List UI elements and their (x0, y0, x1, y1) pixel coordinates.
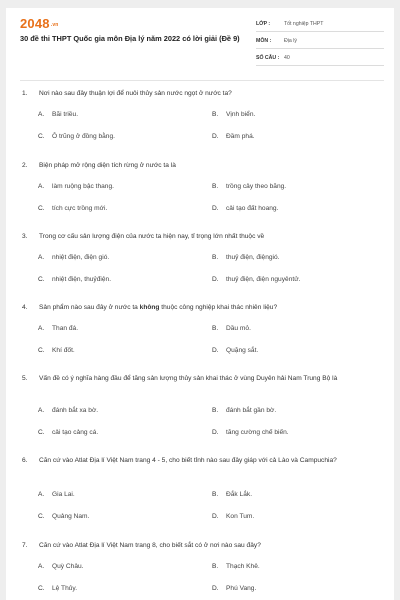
question-body: Căn cứ vào Atlat Địa lí Việt Nam trang 4 - 5, cho biết tỉnh nào sau đây giáp với cả Lào và Campuchia? (39, 457, 337, 464)
option-letter: D. (212, 347, 219, 354)
option-letter: B. (212, 183, 219, 190)
option-b[interactable] (212, 183, 286, 190)
option-letter: C. (38, 205, 45, 212)
option-text: thuỷ điện, điện nguyêntử. (226, 276, 301, 283)
option-text: Lệ Thủy. (52, 585, 78, 592)
option-text: Quảng Nam. (52, 513, 90, 520)
option-letter: C. (38, 585, 45, 592)
option-d[interactable] (212, 276, 300, 283)
option-a[interactable] (38, 254, 109, 261)
question-body (39, 302, 377, 313)
option-letter: B. (212, 407, 219, 414)
question-number: 1. (22, 90, 28, 97)
option-b[interactable] (212, 407, 276, 414)
option-c[interactable] (38, 276, 111, 283)
option-text: Bãi triều. (52, 111, 79, 118)
option-letter: D. (212, 585, 219, 592)
option-text: cải tạo đất hoang. (226, 205, 279, 212)
option-text: Đầm phá. (226, 133, 255, 140)
question-number: 4. (22, 304, 28, 311)
option-text: Ô trũng ở đồng bằng. (52, 133, 115, 140)
option-c[interactable] (38, 133, 115, 140)
option-letter: C. (38, 347, 45, 354)
option-text: làm ruộng bậc thang. (52, 183, 114, 190)
question-body: Vấn đề có ý nghĩa hàng đầu để tăng sản lượng thủy sản khai thác ở vùng Duyên hải Nam Trung Bộ là (39, 375, 338, 382)
option-text: thuỷ điện, điệngió. (226, 254, 280, 261)
option-text: Thạch Khê. (226, 563, 260, 570)
option-text: Gia Lai. (52, 491, 75, 498)
document-meta (256, 17, 384, 68)
option-text: Kon Tum. (226, 513, 255, 520)
option-d[interactable] (212, 133, 255, 140)
question-number: 3. (22, 233, 28, 240)
option-d[interactable] (212, 429, 289, 436)
option-text: Quặng sắt. (226, 347, 259, 354)
logo-suffix: .vn (50, 21, 59, 28)
option-a[interactable] (38, 111, 78, 118)
option-a[interactable] (38, 563, 84, 570)
option-text: tăng cường chế biến. (226, 429, 289, 436)
logo-text: 2048 (20, 16, 50, 31)
question-body: Biện pháp mở rộng diện tích rừng ở nước ta là (39, 162, 176, 169)
meta-value: 40 (284, 55, 290, 61)
option-letter: A. (38, 407, 45, 414)
option-b[interactable] (212, 111, 255, 118)
document-page (6, 8, 394, 600)
option-text: tích cực trồng mới. (52, 205, 108, 212)
question-body: Trong cơ cấu sản lượng điện của nước ta hiện nay, tỉ trọng lớn nhất thuộc về (39, 233, 265, 240)
question-body: Căn cứ vào Atlat Địa lí Việt Nam trang 8, cho biết sắt có ở nơi nào sau đây? (39, 542, 261, 549)
meta-key: MÔN : (256, 38, 272, 44)
option-c[interactable] (38, 585, 77, 592)
option-b[interactable] (212, 491, 252, 498)
option-text: Than đá. (52, 325, 79, 332)
option-text: cải tạo cảng cá. (52, 429, 99, 436)
option-letter: B. (212, 254, 219, 261)
option-letter: D. (212, 429, 219, 436)
option-a[interactable] (38, 407, 98, 414)
option-text: đánh bắt gần bờ. (226, 407, 277, 414)
option-a[interactable] (38, 325, 78, 332)
meta-row-count (256, 51, 384, 66)
option-text: Quỳ Châu. (52, 563, 84, 570)
option-text: nhiệt điện, điện gió. (52, 254, 110, 261)
option-letter: A. (38, 491, 45, 498)
question-number: 5. (22, 375, 28, 382)
meta-row-subject (256, 34, 384, 49)
option-text: Đắk Lắk. (226, 491, 253, 498)
option-d[interactable] (212, 205, 278, 212)
option-c[interactable] (38, 347, 75, 354)
option-letter: D. (212, 513, 219, 520)
option-letter: A. (38, 111, 45, 118)
question-number: 6. (22, 457, 28, 464)
option-letter: B. (212, 563, 219, 570)
option-letter: A. (38, 563, 45, 570)
document-header (6, 8, 394, 68)
option-text: đánh bắt xa bờ. (52, 407, 99, 414)
meta-key: SỐ CÂU : (256, 55, 280, 61)
option-a[interactable] (38, 183, 114, 190)
option-letter: C. (38, 276, 45, 283)
question-body: Nơi nào sau đây thuận lợi để nuôi thủy sản nước ngọt ở nước ta? (39, 90, 232, 97)
option-text: trồng cây theo băng. (226, 183, 287, 190)
option-text: nhiệt điện, thuỷđiện. (52, 276, 112, 283)
option-b[interactable] (212, 325, 251, 332)
question-number: 7. (22, 542, 28, 549)
meta-key: LỚP : (256, 21, 271, 27)
option-b[interactable] (212, 254, 280, 261)
option-c[interactable] (38, 429, 98, 436)
question-text-part: thuộc công nghiệp khai thác nhiên liệu? (159, 304, 278, 311)
option-text: Dầu mỏ. (226, 325, 251, 332)
option-a[interactable] (38, 491, 75, 498)
meta-value: Địa lý (284, 38, 297, 44)
option-text: Phú Vang. (226, 585, 257, 592)
question-number: 2. (22, 162, 28, 169)
option-letter: C. (38, 513, 45, 520)
question-emphasis: không (139, 304, 160, 311)
option-c[interactable] (38, 513, 89, 520)
option-b[interactable] (212, 563, 260, 570)
option-c[interactable] (38, 205, 107, 212)
option-d[interactable] (212, 347, 258, 354)
document-title: 30 đề thi THPT Quốc gia môn Địa lý năm 2022 có lời giải (Đề 9) (20, 34, 240, 43)
option-letter: D. (212, 205, 219, 212)
option-d[interactable] (212, 585, 256, 592)
option-letter: B. (212, 325, 219, 332)
option-text: Khí đốt. (52, 347, 75, 354)
option-letter: A. (38, 325, 45, 332)
option-letter: C. (38, 133, 45, 140)
meta-value: Tốt nghiệp THPT (284, 21, 324, 27)
option-letter: B. (212, 111, 219, 118)
header-divider (20, 80, 384, 81)
option-letter: A. (38, 183, 45, 190)
option-letter: C. (38, 429, 45, 436)
meta-row-grade (256, 17, 384, 32)
option-letter: A. (38, 254, 45, 261)
option-letter: D. (212, 276, 219, 283)
option-letter: B. (212, 491, 219, 498)
option-text: Vịnh biển. (226, 111, 256, 118)
question-text-part: Sản phẩm nào sau đây ở nước ta (39, 304, 140, 311)
option-letter: D. (212, 133, 219, 140)
option-d[interactable] (212, 513, 254, 520)
